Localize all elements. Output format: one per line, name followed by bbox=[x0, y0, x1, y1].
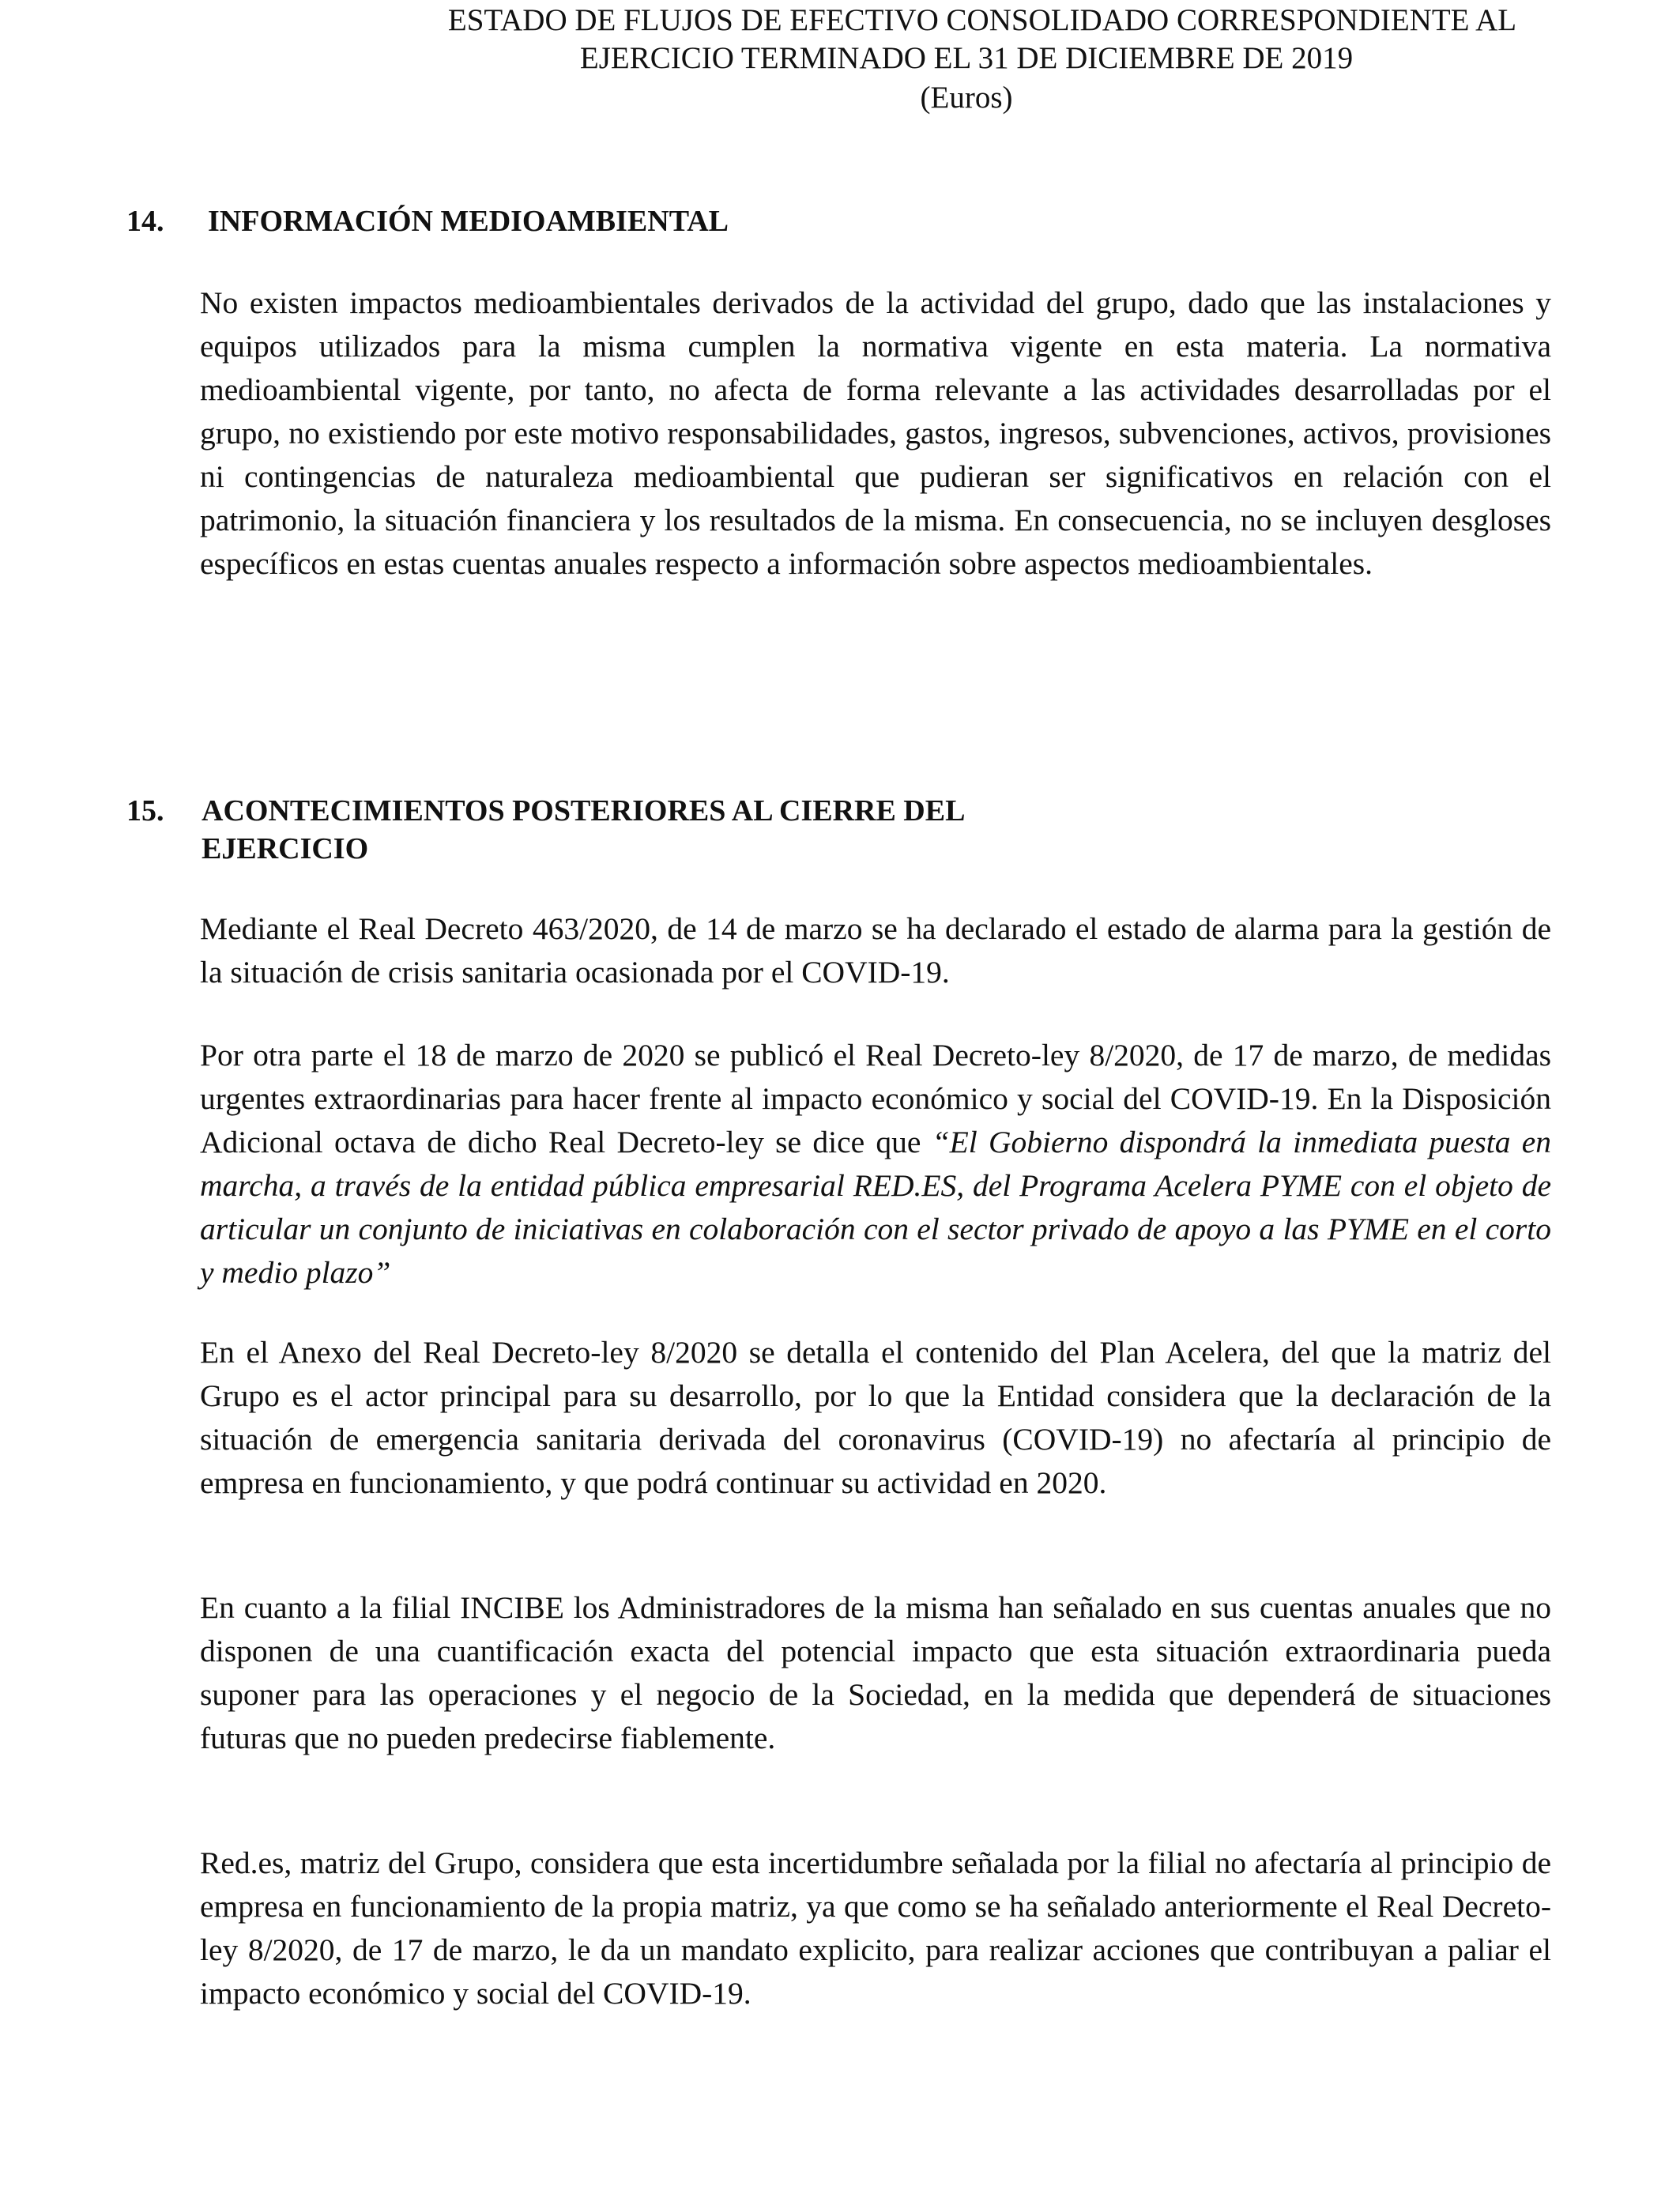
section-15-paragraph-5: Red.es, matriz del Grupo, considera que esta incertidumbre señalada por la filial no afectaría al principio de empresa en funcionamiento de la propia matriz, ya que como se ha señalado anteriormente el Real Decreto-ley 8/2020, de 17 de marzo, le da un mandato explicito, para realizar acciones que contribuyan a paliar el impacto económico y social del COVID-19. bbox=[200, 1845, 1551, 2011]
section-15-number: 15. bbox=[126, 794, 164, 827]
section-15-title-line-1: ACONTECIMIENTOS POSTERIORES AL CIERRE DEL bbox=[202, 794, 966, 827]
section-15-paragraph-4: En cuanto a la filial INCIBE los Administradores de la misma han señalado en sus cuentas anuales que no disponen de una cuantificación exacta del potencial impacto que esta situación extraordinaria pueda suponer para las operaciones y el negocio de la Sociedad, en la medida que dependerá de situaciones futuras que no pueden predecirse fiablemente. bbox=[200, 1590, 1551, 1755]
section-14-number: 14. bbox=[126, 205, 164, 238]
section-14-heading bbox=[126, 202, 729, 240]
section-15-title-line-2: EJERCICIO bbox=[202, 832, 369, 865]
section-15-paragraph-2 bbox=[200, 1034, 1551, 1295]
section-15-title bbox=[202, 792, 965, 868]
header-title-line-2: EJERCICIO TERMINADO EL 31 DE DICIEMBRE DE 2019 bbox=[579, 41, 1354, 75]
section-14-title: INFORMACIÓN MEDIOAMBIENTAL bbox=[208, 205, 729, 238]
header-title-line-1: ESTADO DE FLUJOS DE EFECTIVO CONSOLIDADO CORRESPONDIENTE AL bbox=[447, 3, 1517, 37]
section-15-paragraph-2-intro: Por otra parte el 18 de marzo de 2020 se publicó el Real Decreto-ley 8/2020, de 17 de marzo, de medidas urgentes extraordinarias para hacer frente al impacto económico y social del COVID-19. En la Disposición Adicional octava de dicho Real Decreto-ley se dice que bbox=[200, 1038, 1551, 1159]
section-15-heading bbox=[126, 792, 965, 868]
section-14-paragraph-1: No existen impactos medioambientales derivados de la actividad del grupo, dado que las instalaciones y equipos utilizados para la misma cumplen la normativa vigente en esta materia. La normativa medioambiental vigente, por tanto, no afecta de forma relevante a las actividades desarrolladas por el grupo, no existiendo por este motivo responsabilidades, gastos, ingresos, subvenciones, activos, provisiones ni contingencias de naturaleza medioambiental que pudieran ser significativos en relación con el patrimonio, la situación financiera y los resultados de la misma. En consecuencia, no se incluyen desgloses específicos en estas cuentas anuales respecto a información sobre aspectos medioambientales. bbox=[200, 285, 1551, 581]
header-currency: (Euros) bbox=[920, 81, 1013, 115]
section-15-paragraph-2-quote: “El Gobierno dispondrá la inmediata puesta en marcha, a través de la entidad pública empresarial RED.ES, del Programa Acelera PYME con el objeto de articular un conjunto de iniciativas en colaboración con el sector privado de apoyo a las PYME en el corto y medio plazo” bbox=[200, 1125, 1551, 1290]
section-15-paragraph-3: En el Anexo del Real Decreto-ley 8/2020 se detalla el contenido del Plan Acelera, del que la matriz del Grupo es el actor principal para su desarrollo, por lo que la Entidad considera que la declaración de la situación de emergencia sanitaria derivada del coronavirus (COVID-19) no afectaría al principio de empresa en funcionamiento, y que podrá continuar su actividad en 2020. bbox=[200, 1335, 1551, 1500]
section-15-paragraph-1: Mediante el Real Decreto 463/2020, de 14 de marzo se ha declarado el estado de alarma para la gestión de la situación de crisis sanitaria ocasionada por el COVID-19. bbox=[200, 911, 1551, 990]
